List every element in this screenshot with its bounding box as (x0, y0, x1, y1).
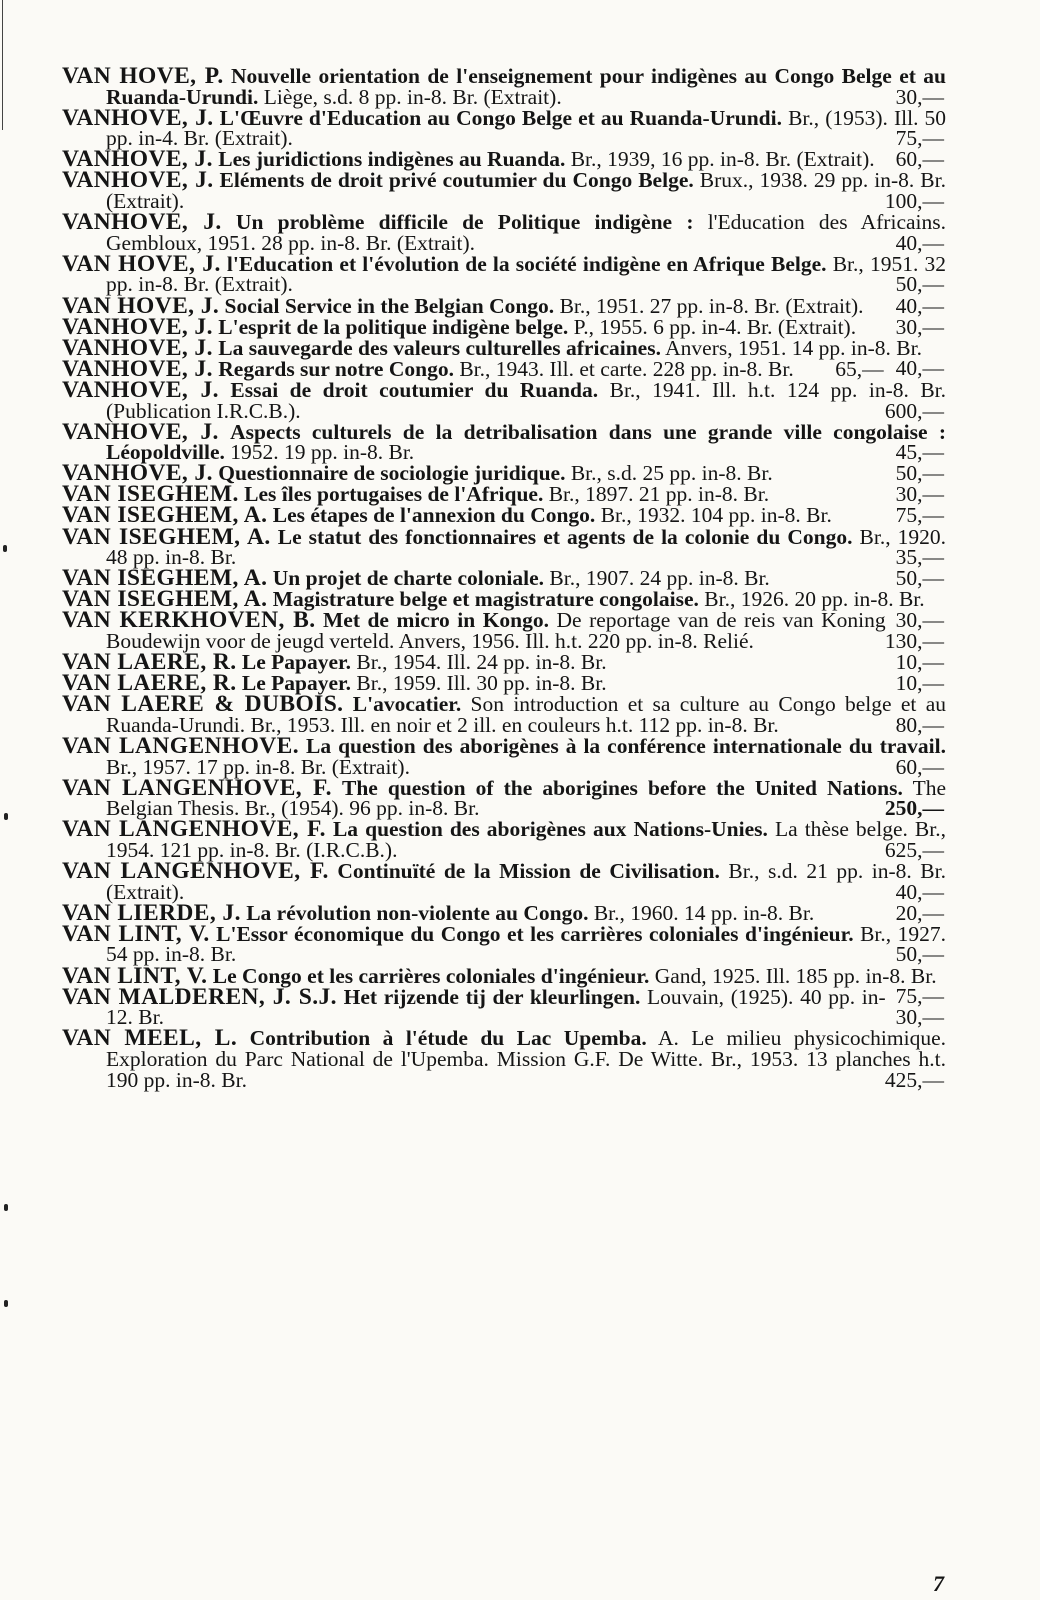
entry-price: 40,— (895, 879, 944, 904)
entry-title: Le Papayer. (241, 671, 351, 696)
entry-details: Br., (1953). Ill. 50 pp. in-4. Br. (Extrait). (106, 105, 947, 151)
entry-details: Br., 1920. 48 pp. in-8. Br. (106, 524, 946, 570)
entry-title: Les îles portugaises de l'Afrique. (244, 482, 544, 507)
entry-price: 130,— (884, 629, 944, 654)
entry-details: Br., 1959. Ill. 30 pp. in-8. Br. (356, 671, 607, 696)
entry-author: VANHOVE, J. (62, 104, 214, 131)
entry-price: 45,— (895, 440, 944, 465)
entry-details: La thèse belge. Br., 1954. 121 pp. in-8. Br. (I.R.C.B.). (106, 817, 946, 862)
margin-mark (4, 813, 8, 820)
entry-author: VAN HOVE, P. (62, 63, 224, 89)
entry-details: Br., 1951. 32 pp. in-8. Br. (Extrait). (106, 251, 947, 297)
entry-price: 600,— (884, 398, 944, 423)
entry-details: l'Education des Africains. Gembloux, 1951. 28 pp. in-8. Br. (Extrait). (106, 210, 946, 255)
entry-details: Br., 1951. 27 pp. in-8. Br. (Extrait). (559, 293, 864, 318)
entry-author: VANHOVE, J. (62, 418, 219, 445)
entry-price: 100,— (884, 189, 944, 214)
catalogue-entry (62, 63, 946, 109)
catalogue-entry (62, 523, 946, 570)
entry-title: L'esprit de la politique indigène belge. (218, 314, 569, 339)
entry-price: 425,— (884, 1067, 944, 1092)
catalogue-entry (62, 816, 946, 862)
entry-title: Eléments de droit privé coutumier du Congo Belge. (219, 168, 694, 193)
entry-title: Continuïté de la Mission de Civilisation. (337, 859, 720, 884)
entry-title: Questionnaire de sociologie juridique. (218, 461, 566, 486)
entry-author: VAN ISEGHEM, A. (62, 502, 268, 529)
entry-price: 250,— (884, 796, 944, 821)
entry-details: Br., s.d. 21 pp. in-8. Br. (Extrait). (106, 859, 946, 904)
entry-title: The question of the aborigines before the United Nations. (341, 775, 903, 800)
entry-price: 60,— (895, 147, 944, 172)
entry-price: 60,— (895, 754, 944, 779)
entry-title: Les juridictions indigènes au Ruanda. (218, 147, 566, 172)
entry-author: VAN ISEGHEM. (62, 481, 239, 508)
entry-title: Un problème difficile de Politique indigène : (235, 210, 694, 235)
entry-price: 75,— (895, 503, 944, 528)
entry-author: VAN LANGENHOVE. (62, 733, 299, 759)
entry-price: 50,— (895, 461, 944, 486)
entry-author: VAN HOVE, J. (62, 292, 220, 319)
entry-title: Le statut des fonctionnaires et agents de la colonie du Congo. (277, 524, 853, 549)
catalogue-entry (62, 167, 946, 214)
entry-price: 30,— (895, 607, 944, 632)
entry-title: L'avocatier. (352, 692, 462, 717)
entry-details: Br., 1897. 21 pp. in-8. Br. (548, 482, 770, 507)
entry-price: 50,— (895, 942, 944, 967)
entry-details: Br., s.d. 25 pp. in-8. Br. (570, 461, 773, 486)
entry-details: Brux., 1938. 29 pp. in-8. Br. (Extrait). (106, 168, 946, 214)
entry-title: La sauvegarde des valeurs culturelles africaines. (218, 335, 661, 360)
entry-title: La question des aborigènes aux Nations-Unies. (332, 817, 768, 842)
catalogue-entry (62, 376, 947, 423)
entry-price: 30,— (895, 482, 944, 507)
entry-title: Essai de droit coutumier du Ruanda. (230, 377, 599, 402)
entry-title: La révolution non-violente au Congo. (246, 900, 589, 925)
entry-author: VANHOVE, J. (62, 460, 213, 487)
entry-price: 10,— (895, 671, 944, 696)
entry-title: Contribution à l'étude du Lac Upemba. (249, 1026, 647, 1051)
entry-author: VAN LINT, V. (62, 962, 208, 989)
entry-price: 40,— (895, 356, 944, 381)
entry-author: VAN LAERE & DUBOIS. (62, 691, 344, 718)
catalogue-entry (62, 733, 946, 779)
entry-author: VAN LAERE, R. (62, 670, 237, 697)
entry-title: Le Congo et les carrières coloniales d'ingénieur. (212, 963, 650, 988)
page-edge-line (2, 0, 3, 130)
entry-author: VAN LAERE, R. (62, 649, 237, 676)
entry-price: 65,— (835, 356, 884, 381)
catalogue-entries (62, 63, 947, 1092)
catalogue-entry (62, 774, 946, 821)
entry-price: 625,— (884, 837, 944, 862)
entry-author: VAN LIERDE, J. (62, 899, 241, 926)
entry-details: A. Le milieu physicochimique. Exploration du Parc National de l'Upemba. Mission G.F. De Witte. Br., 1953. 13 planches h.t. 190 pp. in-8. Br. (106, 1026, 947, 1092)
catalogue-entry (62, 858, 946, 904)
entry-price: 50,— (895, 566, 944, 591)
entry-title: Le Papayer. (241, 650, 351, 675)
entry-details: Son introduction et sa culture au Congo belge et au Ruanda-Urundi. Br., 1953. Ill. en noir et 2 ill. en couleurs h.t. 112 pp. in-8. Br. (106, 692, 947, 737)
entry-author: VANHOVE, J. (62, 376, 219, 403)
entry-details: Br., 1960. 14 pp. in-8. Br. (593, 900, 815, 925)
entry-details: Br., 1943. Ill. et carte. 228 pp. in-8. Br. (459, 356, 794, 381)
catalogue-entry (62, 607, 946, 654)
entry-details: Br., 1932. 104 pp. in-8. Br. (600, 503, 832, 528)
entry-title: l'Education et l'évolution de la société indigène en Afrique Belge. (226, 251, 827, 276)
catalogue-entry (62, 418, 946, 465)
entry-author: VAN LANGENHOVE, F. (62, 858, 329, 885)
entry-title: Magistrature belge et magistrature congolaise. (272, 587, 699, 612)
entry-details: 1952. 19 pp. in-8. Br. (230, 440, 415, 465)
entry-title: La question des aborigènes à la conférence internationale du travail. (306, 734, 946, 758)
entry-price: 75,— (895, 984, 944, 1009)
entry-author: VAN MEEL, L. (62, 1025, 238, 1052)
entry-title: Social Service in the Belgian Congo. (224, 293, 555, 318)
entry-author: VAN HOVE, J. (62, 250, 221, 277)
entry-details: Br., 1957. 17 pp. in-8. Br. (Extrait). (106, 754, 410, 779)
entry-price: 40,— (895, 293, 944, 318)
entry-details: Br., 1941. Ill. h.t. 124 pp. in-8. Br. (Publication I.R.C.B.). (106, 377, 947, 423)
entry-price: 20,— (895, 900, 944, 925)
entry-author: VANHOVE, J. (62, 313, 213, 340)
entry-author: VANHOVE, J. (62, 209, 222, 236)
entry-price: 30,— (895, 84, 944, 109)
entry-details: Liège, s.d. 8 pp. in-8. Br. (Extrait). (263, 84, 562, 109)
entry-author: VAN ISEGHEM, A. (62, 565, 268, 592)
entry-author: VAN KERKHOVEN, B. (62, 607, 316, 634)
entry-details: P., 1955. 6 pp. in-4. Br. (Extrait). (573, 314, 857, 339)
catalogue-entry (62, 983, 946, 1030)
entry-price: 10,— (895, 650, 944, 675)
entry-author: VANHOVE, J. (62, 355, 213, 382)
entry-author: VANHOVE, J. (62, 146, 213, 173)
entry-details: Br., 1954. Ill. 24 pp. in-8. Br. (356, 650, 607, 675)
entry-author: VANHOVE, J. (62, 167, 214, 194)
margin-mark (4, 1204, 8, 1211)
entry-price: 40,— (895, 230, 944, 255)
entry-price: 35,— (895, 545, 944, 570)
entry-price: 30,— (895, 314, 944, 339)
entry-author: VAN ISEGHEM, A. (62, 523, 271, 550)
entry-title: L'Œuvre d'Education au Congo Belge et au Ruanda-Urundi. (219, 105, 782, 130)
entry-title: Met de micro in Kongo. (322, 608, 550, 633)
catalogue-entry (62, 104, 947, 151)
entry-title: Regards sur notre Congo. (218, 356, 454, 381)
margin-mark (3, 545, 7, 552)
entry-details: Anvers, 1951. 14 pp. in-8. Br. (665, 335, 922, 360)
catalogue-entry (62, 209, 946, 255)
entry-author: VAN LANGENHOVE, F. (62, 774, 332, 801)
page-number: 7 (933, 1571, 944, 1596)
entry-author: VAN LANGENHOVE, F. (62, 816, 326, 843)
catalogue-entry (62, 250, 947, 297)
entry-author: VAN LINT, V. (62, 920, 210, 947)
entry-details: The Belgian Thesis. Br., (1954). 96 pp. in-8. Br. (106, 775, 946, 821)
entry-title: Nouvelle orientation de l'enseignement pour indigènes au Congo Belge et au Ruanda-Urundi. (106, 64, 946, 109)
entry-details: Br., 1926. 20 pp. in-8. Br. (704, 587, 925, 612)
entry-details: Br., 1939, 16 pp. in-8. Br. (Extrait). (570, 147, 875, 172)
entry-details: De reportage van de reis van Koning Boudewijn voor de jeugd verteld. Anvers, 1956. Ill. h.t. 220 pp. in-8. Relié. (106, 608, 886, 654)
entry-price: 50,— (895, 272, 944, 297)
margin-mark (4, 1300, 8, 1307)
entry-price: 80,— (895, 712, 944, 737)
entry-title: Aspects culturels de la detribalisation dans une grande ville congolaise : Léopoldville. (106, 419, 946, 465)
entry-author: VAN ISEGHEM, A. (62, 586, 268, 613)
entry-title: Het rijzende tij der kleurlingen. (343, 984, 641, 1009)
catalogue-entry (62, 1025, 947, 1092)
entry-author: VAN MALDEREN, J. S.J. (62, 983, 337, 1010)
entry-title: Les étapes de l'annexion du Congo. (272, 503, 596, 528)
entry-details: Br., 1927. 54 pp. in-8. Br. (106, 921, 947, 967)
entry-details: Br., 1907. 24 pp. in-8. Br. (549, 566, 770, 591)
entry-title: L'Essor économique du Congo et les carrières coloniales d'ingénieur. (216, 921, 854, 946)
entry-price: 30,— (895, 1005, 944, 1030)
entry-price: 75,— (895, 126, 944, 151)
catalogue-entry (62, 691, 947, 737)
entry-title: Un projet de charte coloniale. (272, 566, 545, 591)
entry-author: VANHOVE, J. (62, 334, 213, 361)
catalogue-entry (62, 920, 947, 967)
entry-details: Gand, 1925. Ill. 185 pp. in-8. Br. (654, 963, 937, 988)
entry-details: Louvain, (1925). 40 pp. in-12. Br. (106, 984, 886, 1030)
